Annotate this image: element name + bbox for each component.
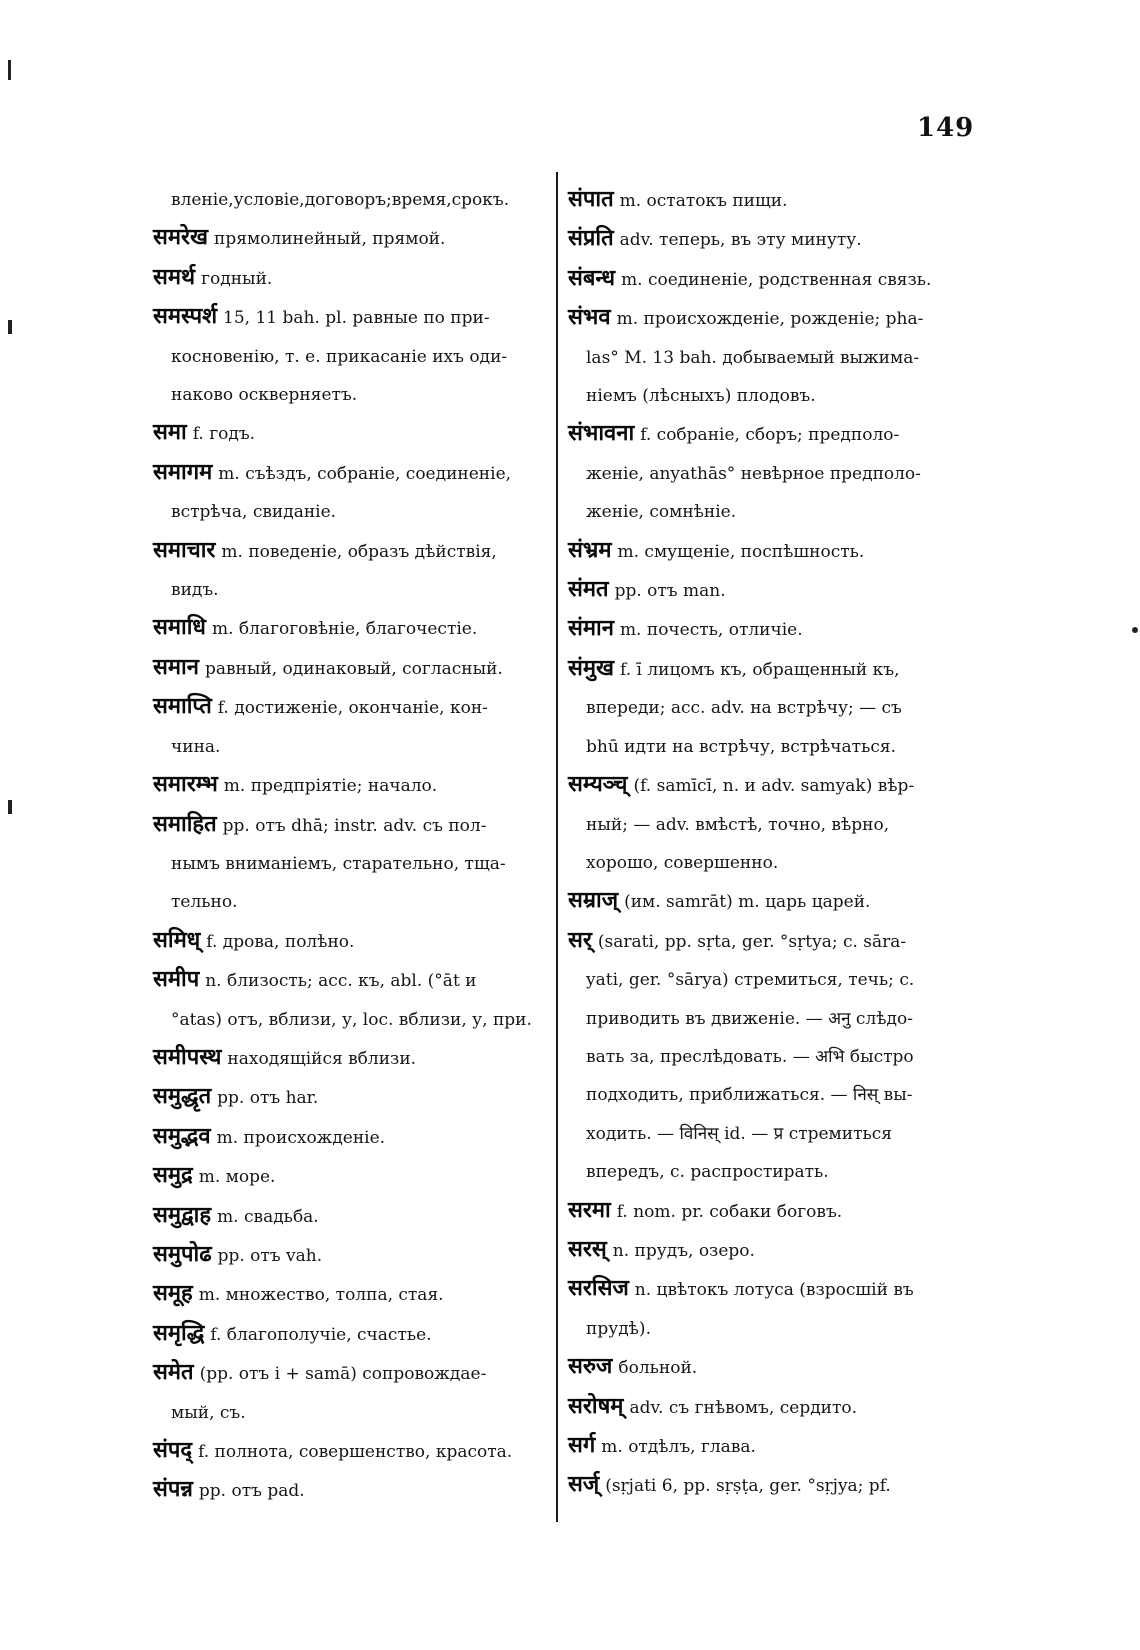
right-entry	[568, 532, 958, 571]
right-entry	[568, 1466, 958, 1505]
scan-edge-mark	[1132, 627, 1138, 633]
definition-text: равный, одинаковый, согласный.	[204, 658, 503, 679]
definition-text: женіе, сомнѣніе.	[586, 502, 737, 523]
definition-text: ный; — adv. вмѣстѣ, точно, вѣрно,	[586, 814, 890, 835]
left-entry	[153, 338, 543, 376]
headword: समस्पर्श	[153, 304, 218, 330]
definition-text: m. почесть, отличіе.	[619, 620, 803, 641]
left-column	[153, 181, 543, 1511]
right-entry	[568, 415, 958, 454]
headword: समुद्र	[153, 1163, 193, 1189]
definition-text: тельно.	[171, 892, 238, 913]
headword: सम्राज्	[568, 888, 619, 914]
definition-text: наково оскверняетъ.	[171, 385, 358, 406]
left-entry	[153, 1315, 543, 1354]
definition-text: видъ.	[171, 580, 219, 601]
right-entry	[568, 1388, 958, 1427]
right-entry	[568, 1348, 958, 1387]
definition-text: bhū идти на встрѣчу, встрѣчаться.	[586, 736, 896, 757]
right-entry	[568, 882, 958, 921]
definition-text: f. дрова, полѣно.	[206, 931, 355, 952]
headword: सर्ज्	[568, 1472, 600, 1498]
definition-text: вать за, преслѣдовать. — अभि быстро	[586, 1046, 914, 1067]
definition-text: pp. отъ har.	[217, 1088, 319, 1109]
definition-text: °atas) отъ, вблизи, у, loc. вблизи, у, при.	[171, 1009, 532, 1030]
definition-text: f. годъ.	[192, 424, 256, 445]
headword: समीप	[153, 967, 200, 993]
definition-text: (sṛjati 6, pp. sṛṣṭa, ger. °sṛjya; pf.	[605, 1476, 891, 1497]
definition-text: m. море.	[198, 1167, 276, 1188]
left-entry	[153, 1078, 543, 1117]
definition-text: m. множество, толпа, стая.	[198, 1285, 444, 1306]
definition-text: f. nom. pr. собаки боговъ.	[616, 1201, 843, 1222]
left-entry	[153, 1275, 543, 1314]
right-entry	[568, 1115, 958, 1153]
definition-text: вленіе,условіе,договоръ;время,срокъ.	[171, 190, 510, 210]
definition-text: las° M. 13 bah. добываемый выжима-	[586, 347, 920, 368]
headword: संमुख	[568, 655, 615, 681]
right-entry	[568, 1192, 958, 1231]
right-entry	[568, 181, 958, 220]
left-entry	[153, 1471, 543, 1510]
left-entry	[153, 454, 543, 493]
headword: सर्ग	[568, 1433, 596, 1458]
left-entry	[153, 1236, 543, 1275]
definition-text: (pp. отъ i + samā) сопровождае-	[199, 1364, 487, 1385]
right-entry	[568, 377, 958, 415]
left-entry	[153, 414, 543, 453]
definition-text: ніемъ (лѣсныхъ) плодовъ.	[586, 386, 816, 407]
right-entry	[568, 1310, 958, 1348]
definition-text: подходить, приближаться. — निस् вы-	[586, 1085, 913, 1106]
definition-text: f. достиженіе, окончаніе, кон-	[217, 698, 488, 719]
definition-text: мый, съ.	[171, 1402, 246, 1423]
left-entry	[153, 1118, 543, 1157]
definition-text: нымъ вниманіемъ, старательно, тща-	[171, 853, 506, 874]
left-entry	[153, 728, 543, 766]
definition-text: pp. отъ pad.	[198, 1481, 305, 1502]
right-entry	[568, 844, 958, 882]
left-entry	[153, 219, 543, 258]
right-entry	[568, 493, 958, 531]
headword: सरमा	[568, 1197, 611, 1223]
headword: संमान	[568, 616, 614, 642]
definition-text: m. предпріятіе; начало.	[223, 776, 438, 797]
left-entry	[153, 922, 543, 961]
definition-text: впередъ, c. распростирать.	[586, 1162, 829, 1183]
definition-text: (sarati, pp. sṛta, ger. °sṛtya; c. sāra-	[597, 931, 907, 952]
scan-edge-mark	[8, 800, 12, 814]
left-entry	[153, 259, 543, 298]
definition-text: m. отдѣлъ, глава.	[601, 1437, 756, 1457]
definition-text: годный.	[201, 268, 273, 289]
definition-text: m. благоговѣніе, благочестіе.	[211, 619, 478, 640]
right-entry	[568, 220, 958, 259]
headword: समुद्धृत	[153, 1084, 212, 1110]
definition-text: встрѣча, свиданіе.	[171, 502, 337, 523]
definition-text: прудѣ).	[586, 1318, 651, 1339]
headword: सरोषम्	[568, 1393, 624, 1419]
right-entry	[568, 689, 958, 727]
left-entry	[153, 493, 543, 531]
definition-text: m. соединеніе, родственная связь.	[621, 269, 932, 290]
definition-text: f. благополучіе, счастье.	[210, 1324, 432, 1345]
headword: समाधि	[153, 615, 206, 641]
right-entry	[568, 610, 958, 649]
right-entry	[568, 339, 958, 377]
headword: समर्थ	[153, 264, 196, 290]
headword: समान	[153, 654, 199, 680]
definition-text: впереди; acc. adv. на встрѣчу; — съ	[586, 698, 902, 719]
left-entry	[153, 571, 543, 609]
definition-text: 15, 11 bah. pl. равные по при-	[223, 308, 490, 329]
headword: समुद्वाह	[153, 1202, 212, 1228]
headword: समुपोढ	[153, 1241, 212, 1267]
headword: समाप्ति	[153, 694, 212, 720]
definition-text: (f. samīcī, n. и adv. samyak) вѣр-	[633, 776, 915, 797]
headword: संभव	[568, 305, 611, 331]
right-entry	[568, 299, 958, 338]
right-entry	[568, 922, 958, 961]
right-entry	[568, 1000, 958, 1038]
headword: समाचार	[153, 537, 216, 563]
headword: संभ्रम	[568, 537, 612, 563]
headword: समेत	[153, 1360, 194, 1386]
right-entry	[568, 650, 958, 689]
left-entry	[153, 1039, 543, 1078]
right-entry	[568, 455, 958, 493]
headword: संप्रति	[568, 226, 614, 252]
headword: सरस्	[568, 1236, 607, 1262]
left-entry	[153, 1001, 543, 1039]
definition-text: чина.	[171, 736, 221, 757]
right-entry	[568, 961, 958, 999]
scan-edge-mark	[8, 320, 12, 334]
right-entry	[568, 1231, 958, 1270]
left-entry	[153, 883, 543, 921]
headword: सम्यञ्च्	[568, 772, 628, 798]
left-entry	[153, 1394, 543, 1432]
definition-text: f. полнота, совершенство, красота.	[198, 1442, 513, 1462]
definition-text: adv. съ гнѣвомъ, сердито.	[629, 1397, 858, 1418]
headword: सरसिज	[568, 1276, 629, 1302]
definition-text: m. происхожденіе.	[216, 1127, 386, 1148]
headword: समृद्धि	[153, 1320, 205, 1346]
headword: संमत	[568, 577, 609, 603]
headword: संबन्ध	[568, 265, 616, 291]
definition-text: n. цвѣтокъ лотуса (взросшій въ	[634, 1280, 914, 1301]
definition-text: больной.	[618, 1358, 698, 1379]
definition-text: n. близость; acc. къ, abl. (°āt и	[205, 971, 477, 992]
headword: समागम	[153, 459, 213, 485]
left-entry	[153, 1432, 543, 1471]
left-entry	[153, 376, 543, 414]
right-column	[568, 181, 958, 1506]
definition-text: ходить. — विनिस् id. — प्र стремиться	[586, 1123, 893, 1144]
definition-text: m. свадьба.	[217, 1206, 319, 1227]
definition-text: m. остатокъ пищи.	[619, 191, 788, 211]
headword: समरेख	[153, 225, 209, 251]
definition-text: f. собраніе, сборъ; предполо-	[640, 425, 900, 446]
right-entry	[568, 806, 958, 844]
left-entry	[153, 609, 543, 648]
right-entry	[568, 1153, 958, 1191]
headword: समीपस्थ	[153, 1044, 222, 1070]
headword: समुद्भव	[153, 1123, 211, 1149]
definition-text: n. прудъ, озеро.	[612, 1240, 755, 1261]
headword: संपद्	[153, 1438, 193, 1463]
left-entry	[153, 845, 543, 883]
definition-text: pp. отъ dhā; instr. adv. съ пол-	[222, 815, 487, 836]
definition-text: f. ī лицомъ къ, обращенный къ,	[620, 659, 900, 680]
definition-text: женіе, anyathās° невѣрное предполо-	[586, 463, 921, 484]
right-entry	[568, 1038, 958, 1076]
definition-text: прямолинейный, прямой.	[214, 229, 446, 250]
definition-text: m. происхожденіе, рожденіе; pha-	[616, 309, 924, 330]
right-entry	[568, 728, 958, 766]
definition-text: приводить въ движеніе. — अनु слѣдо-	[586, 1008, 913, 1029]
definition-text: m. съѣздъ, собраніе, соединеніе,	[218, 463, 512, 484]
left-entry	[153, 1197, 543, 1236]
scan-edge-mark	[8, 60, 11, 80]
definition-text: находящійся вблизи.	[227, 1048, 417, 1069]
right-entry	[568, 260, 958, 299]
definition-text: pp. отъ vah.	[217, 1245, 323, 1266]
left-entry	[153, 961, 543, 1000]
headword: समिध्	[153, 927, 201, 953]
headword: समा	[153, 420, 187, 446]
left-entry	[153, 532, 543, 571]
definition-text: косновенію, т. е. прикасаніе ихъ оди-	[171, 346, 508, 367]
definition-text: (им. samrāt) m. царь царей.	[624, 892, 871, 913]
left-entry	[153, 1354, 543, 1393]
left-entry	[153, 298, 543, 337]
headword: समाहित	[153, 811, 217, 837]
right-entry	[568, 1427, 958, 1466]
headword: समारम्भ	[153, 772, 218, 798]
definition-text: pp. отъ man.	[614, 581, 726, 602]
definition-text: yati, ger. °sārya) стремиться, течь; c.	[586, 970, 915, 991]
right-entry	[568, 571, 958, 610]
definition-text: m. поведеніе, образъ дѣйствія,	[221, 541, 497, 562]
headword: संपन्न	[153, 1477, 193, 1503]
right-entry	[568, 766, 958, 805]
left-entry	[153, 688, 543, 727]
headword: सरुज	[568, 1354, 613, 1380]
definition-text: m. смущеніе, поспѣшность.	[617, 541, 865, 562]
headword: सर्	[568, 927, 592, 953]
page-number: 149	[917, 113, 975, 143]
left-entry	[153, 766, 543, 805]
headword: संभावना	[568, 421, 635, 447]
definition-text: хорошо, совершенно.	[586, 852, 779, 873]
headword: संपात	[568, 187, 614, 212]
right-entry	[568, 1076, 958, 1114]
left-entry	[153, 806, 543, 845]
definition-text: adv. теперь, въ эту минуту.	[619, 230, 862, 251]
headword: समूह	[153, 1281, 193, 1307]
right-entry	[568, 1270, 958, 1309]
left-entry	[153, 181, 543, 219]
left-entry	[153, 649, 543, 688]
column-divider	[556, 172, 558, 1522]
left-entry	[153, 1157, 543, 1196]
